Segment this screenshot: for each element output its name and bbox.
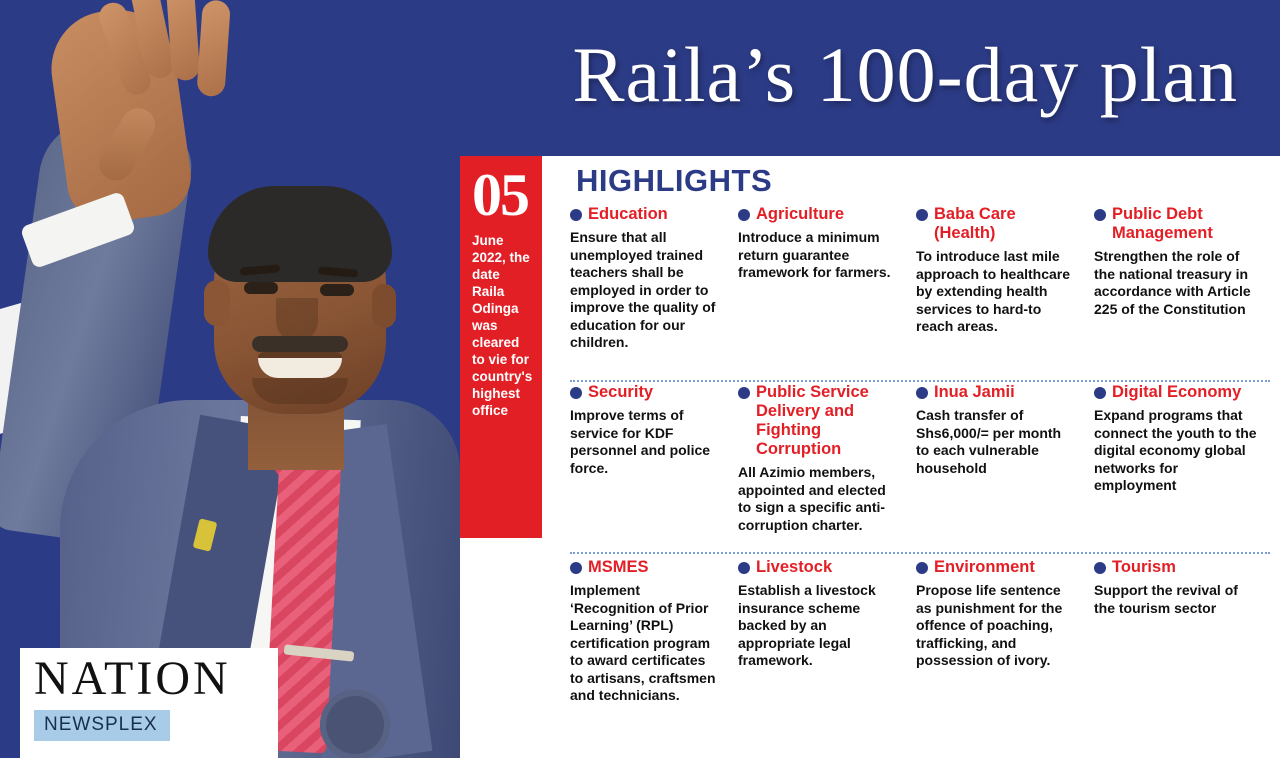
brand-name: NATION <box>34 652 231 705</box>
highlight-label: Baba Care (Health) <box>934 205 1016 242</box>
highlight-label: Livestock <box>756 558 833 576</box>
highlight-description: Introduce a minimum return guarantee framework for farmers. <box>738 229 891 280</box>
date-callout <box>460 156 542 538</box>
highlight-item <box>738 205 916 383</box>
highlight-header <box>570 558 716 577</box>
mouth <box>258 352 342 378</box>
bullet-dot-icon <box>916 387 928 399</box>
ear-right <box>372 284 396 328</box>
bullet-dot-icon <box>1094 562 1106 574</box>
finger-icon <box>196 0 231 97</box>
date-description: June 2022, the date Raila Odinga was cleared to vie for country's highest office <box>472 233 533 418</box>
highlight-item <box>570 205 738 383</box>
highlight-description: Strengthen the role of the national treasury in accordance with Article 225 of the Constitution <box>1094 248 1251 317</box>
thumb-icon <box>93 102 161 187</box>
highlight-label: Agriculture <box>756 205 845 223</box>
highlight-description: Support the revival of the tourism sector <box>1094 582 1238 616</box>
highlight-header <box>738 558 894 577</box>
bullet-dot-icon <box>1094 209 1106 221</box>
highlight-item <box>738 383 916 558</box>
bullet-dot-icon <box>570 562 582 574</box>
highlight-item <box>916 205 1094 383</box>
highlight-header <box>1094 558 1262 577</box>
nation-logo <box>20 648 278 758</box>
highlight-item <box>570 383 738 558</box>
highlight-description: To introduce last mile approach to healthcare by extending health services to hard-to reach areas. <box>916 248 1071 334</box>
ear-left <box>204 280 230 326</box>
highlight-header <box>916 383 1072 402</box>
highlight-item <box>738 558 916 705</box>
highlights-grid <box>570 205 1270 705</box>
highlight-item <box>1094 558 1270 705</box>
bullet-dot-icon <box>738 387 750 399</box>
finger-icon <box>166 0 201 81</box>
highlight-label: Inua Jamii <box>934 383 1015 401</box>
highlight-header <box>738 205 894 224</box>
raila-odinga-portrait <box>0 0 470 758</box>
highlight-item <box>916 383 1094 558</box>
hair <box>208 186 392 282</box>
highlight-label: Tourism <box>1112 558 1176 576</box>
highlights-row <box>570 558 1270 705</box>
bullet-dot-icon <box>738 562 750 574</box>
highlight-item <box>916 558 1094 705</box>
highlight-label: MSMES <box>588 558 649 576</box>
highlight-description: Improve terms of service for KDF personnel and police force. <box>570 407 711 476</box>
highlight-label: Environment <box>934 558 1035 576</box>
highlight-label: Public Service Delivery and Fighting Corruption <box>756 383 869 458</box>
highlight-item <box>1094 383 1270 558</box>
highlight-description: Expand programs that connect the youth to the digital economy global networks for employment <box>1094 407 1257 493</box>
highlight-label: Digital Economy <box>1112 383 1242 401</box>
moustache <box>252 336 348 352</box>
microphone-icon <box>320 690 390 758</box>
eye-right <box>320 284 354 296</box>
highlight-label: Security <box>588 383 654 401</box>
bullet-dot-icon <box>916 562 928 574</box>
highlight-description: Establish a livestock insurance scheme backed by an appropriate legal framework. <box>738 582 876 668</box>
bullet-dot-icon <box>570 209 582 221</box>
highlight-description: Implement ‘Recognition of Prior Learning’ (RPL) certification program to award certificates to artisans, craftsmen and technicians. <box>570 582 716 703</box>
row-divider <box>570 552 1270 554</box>
page-title: Raila’s 100-day plan <box>572 31 1238 118</box>
bullet-dot-icon <box>1094 387 1106 399</box>
highlight-header <box>1094 383 1262 402</box>
newsplex-badge: NEWSPLEX <box>34 710 170 741</box>
highlight-description: All Azimio members, appointed and elected to sign a specific anti-corruption charter. <box>738 464 886 533</box>
section-heading: HIGHLIGHTS <box>576 163 773 198</box>
highlight-item <box>570 558 738 705</box>
highlight-header <box>916 205 1072 243</box>
highlight-label: Public Debt Management <box>1112 205 1213 242</box>
highlight-label: Education <box>588 205 668 223</box>
date-number: 05 <box>472 162 528 228</box>
highlight-header <box>570 383 716 402</box>
highlight-description: Ensure that all unemployed trained teachers shall be employed in order to improve the quality of education for our children. <box>570 229 716 350</box>
bullet-dot-icon <box>738 209 750 221</box>
highlight-header <box>570 205 716 224</box>
bullet-dot-icon <box>916 209 928 221</box>
highlight-header <box>738 383 894 459</box>
highlight-item <box>1094 205 1270 383</box>
highlight-description: Cash transfer of Shs6,000/= per month to each vulnerable household <box>916 407 1062 476</box>
bullet-dot-icon <box>570 387 582 399</box>
row-divider <box>570 380 1270 382</box>
eye-left <box>244 282 278 294</box>
highlights-row <box>570 205 1270 383</box>
highlight-header <box>1094 205 1262 243</box>
chin <box>252 378 348 404</box>
highlight-header <box>916 558 1072 577</box>
highlights-row <box>570 383 1270 558</box>
highlight-description: Propose life sentence as punishment for the offence of poaching, trafficking, and possession of ivory. <box>916 582 1063 668</box>
